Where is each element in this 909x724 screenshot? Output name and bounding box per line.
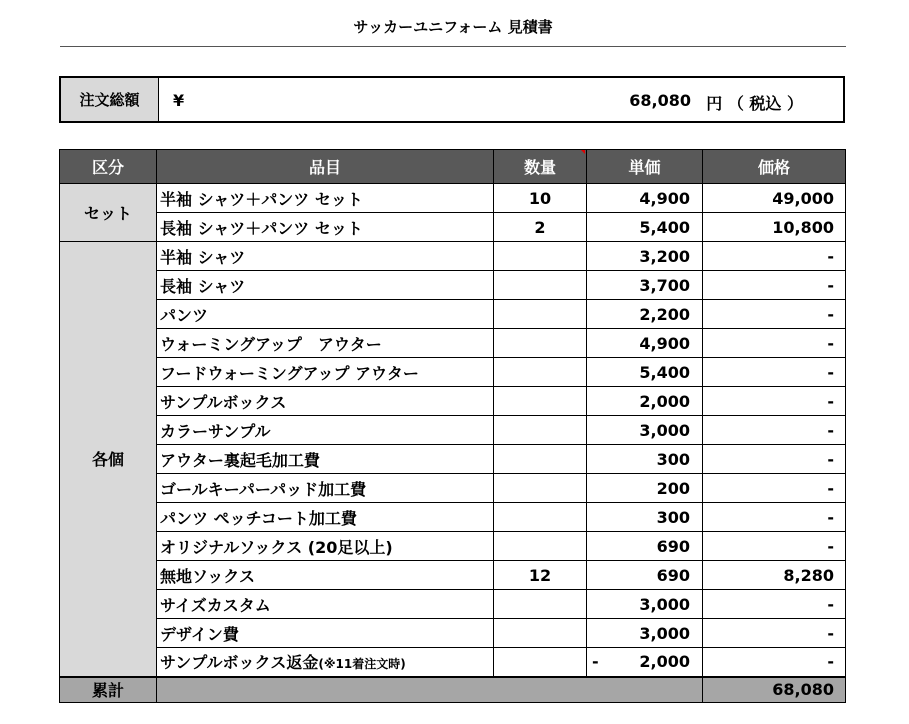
tax-included-note: 円 （ 税込 ）: [706, 94, 803, 113]
item-cell: [157, 445, 494, 474]
unit-price-cell: [587, 300, 703, 329]
table-row: [60, 300, 846, 329]
unit-price-value: 690: [656, 565, 690, 585]
unit-price-value: 300: [656, 449, 690, 469]
table-row: [60, 445, 846, 474]
table-row: [60, 474, 846, 503]
item-name: フードウォーミングアップ アウター: [160, 363, 419, 383]
table-body: [60, 184, 846, 703]
price-cell: 8,280: [703, 561, 846, 590]
price-cell: -: [703, 474, 846, 503]
table-row: [60, 619, 846, 648]
item-cell: [157, 474, 494, 503]
summary-total: 68,080: [703, 677, 846, 703]
category-cell: セット: [60, 184, 157, 242]
quantity-cell: 12: [494, 561, 587, 590]
table-row: [60, 503, 846, 532]
unit-price-cell: [587, 358, 703, 387]
item-note: (※11着注文時): [318, 657, 406, 672]
item-name: 無地ソックス: [160, 566, 256, 586]
price-cell: -: [703, 532, 846, 561]
quantity-cell: [494, 416, 587, 445]
order-total-value: [159, 78, 843, 121]
unit-price-cell: [587, 242, 703, 271]
unit-price-value: 5,400: [639, 362, 690, 382]
quantity-cell: 10: [494, 184, 587, 213]
quantity-cell: [494, 358, 587, 387]
header-quantity: 数量: [494, 150, 587, 184]
table-row: [60, 387, 846, 416]
price-cell: -: [703, 242, 846, 271]
unit-price-cell: [587, 590, 703, 619]
price-cell: -: [703, 329, 846, 358]
table-header-row: [60, 150, 846, 184]
unit-price-value: 3,000: [639, 420, 690, 440]
item-name: 長袖 シャツ: [160, 276, 246, 296]
item-name: パンツ ペッチコート加工費: [160, 508, 357, 528]
unit-price-value: 690: [656, 536, 690, 556]
quantity-cell: 2: [494, 213, 587, 242]
item-name: オリジナルソックス (20足以上): [160, 537, 393, 557]
item-name: 半袖 シャツ: [160, 247, 246, 267]
unit-price-cell: [587, 416, 703, 445]
negative-sign: -: [592, 652, 599, 672]
item-cell: [157, 271, 494, 300]
unit-price-cell: [587, 561, 703, 590]
unit-price-cell: [587, 213, 703, 242]
price-cell: -: [703, 358, 846, 387]
item-name: ウォーミングアップ アウター: [160, 334, 382, 354]
table-row: [60, 358, 846, 387]
table-row: [60, 213, 846, 242]
quantity-cell: [494, 300, 587, 329]
item-cell: [157, 648, 494, 677]
price-cell: 10,800: [703, 213, 846, 242]
unit-price-value: 300: [656, 507, 690, 527]
table-row: [60, 561, 846, 590]
price-cell: -: [703, 416, 846, 445]
category-cell: 各個: [60, 242, 157, 677]
item-cell: [157, 242, 494, 271]
summary-label: 累計: [60, 677, 157, 703]
item-cell: [157, 213, 494, 242]
price-cell: -: [703, 445, 846, 474]
unit-price-value: 200: [656, 478, 690, 498]
item-name: サンプルボックス: [160, 392, 287, 412]
quantity-cell: [494, 329, 587, 358]
unit-price-value: 4,900: [639, 188, 690, 208]
unit-price-value: 3,200: [639, 246, 690, 266]
item-cell: [157, 619, 494, 648]
unit-price-value: 5,400: [639, 217, 690, 237]
table-row: [60, 416, 846, 445]
unit-price-cell: [587, 503, 703, 532]
price-cell: 49,000: [703, 184, 846, 213]
title-divider: [60, 46, 846, 47]
table-row: [60, 184, 846, 213]
summary-row: [60, 677, 846, 703]
currency-symbol: ¥: [173, 91, 185, 110]
summary-filler: [157, 677, 703, 703]
item-cell: [157, 387, 494, 416]
item-name: カラーサンプル: [160, 421, 271, 441]
quantity-cell: [494, 648, 587, 677]
item-name: デザイン費: [160, 624, 239, 644]
table-row: [60, 242, 846, 271]
item-cell: [157, 184, 494, 213]
header-category: 区分: [60, 150, 157, 184]
quantity-cell: [494, 503, 587, 532]
header-unit-price: 単価: [587, 150, 703, 184]
estimate-table: [59, 149, 846, 703]
order-total-box: [59, 76, 845, 123]
item-name: ゴールキーパーパッド加工費: [160, 479, 367, 499]
item-name: パンツ: [160, 305, 209, 325]
unit-price-cell: [587, 648, 703, 677]
order-total-label: 注文総額: [61, 78, 159, 121]
order-total-amount: 68,080: [629, 91, 691, 110]
item-name: アウター裏起毛加工費: [160, 450, 320, 470]
unit-price-value: 2,000: [639, 391, 690, 411]
item-name: サイズカスタム: [160, 595, 271, 615]
unit-price-value: 2,000: [639, 652, 690, 672]
item-cell: [157, 590, 494, 619]
item-name: 半袖 シャツ＋パンツ セット: [160, 189, 363, 209]
item-cell: [157, 561, 494, 590]
price-cell: -: [703, 503, 846, 532]
price-cell: -: [703, 300, 846, 329]
unit-price-value: 2,200: [639, 304, 690, 324]
table-row: [60, 329, 846, 358]
unit-price-cell: [587, 271, 703, 300]
price-cell: -: [703, 271, 846, 300]
item-cell: [157, 329, 494, 358]
quantity-cell: [494, 242, 587, 271]
table-row: [60, 271, 846, 300]
document-title: サッカーユニフォーム 見積書: [353, 18, 553, 36]
quantity-cell: [494, 619, 587, 648]
quantity-cell: [494, 590, 587, 619]
item-cell: [157, 532, 494, 561]
table-row: [60, 648, 846, 677]
comment-indicator: [581, 150, 585, 154]
unit-price-value: 3,000: [639, 623, 690, 643]
item-cell: [157, 358, 494, 387]
table-row: [60, 590, 846, 619]
quantity-cell: [494, 474, 587, 503]
price-cell: -: [703, 387, 846, 416]
unit-price-cell: [587, 619, 703, 648]
price-cell: -: [703, 590, 846, 619]
unit-price-cell: [587, 387, 703, 416]
unit-price-cell: [587, 445, 703, 474]
price-cell: -: [703, 619, 846, 648]
unit-price-cell: [587, 184, 703, 213]
unit-price-value: 4,900: [639, 333, 690, 353]
item-cell: [157, 503, 494, 532]
quantity-cell: [494, 532, 587, 561]
item-cell: [157, 416, 494, 445]
unit-price-cell: [587, 532, 703, 561]
unit-price-value: 3,000: [639, 594, 690, 614]
unit-price-cell: [587, 474, 703, 503]
quantity-cell: [494, 271, 587, 300]
item-cell: [157, 300, 494, 329]
quantity-cell: [494, 445, 587, 474]
table-row: [60, 532, 846, 561]
header-item: 品目: [157, 150, 494, 184]
item-name: 長袖 シャツ＋パンツ セット: [160, 218, 363, 238]
header-price: 価格: [703, 150, 846, 184]
unit-price-value: 3,700: [639, 275, 690, 295]
item-name: サンプルボックス返金: [160, 653, 319, 673]
unit-price-cell: [587, 329, 703, 358]
price-cell: -: [703, 648, 846, 677]
quantity-cell: [494, 387, 587, 416]
